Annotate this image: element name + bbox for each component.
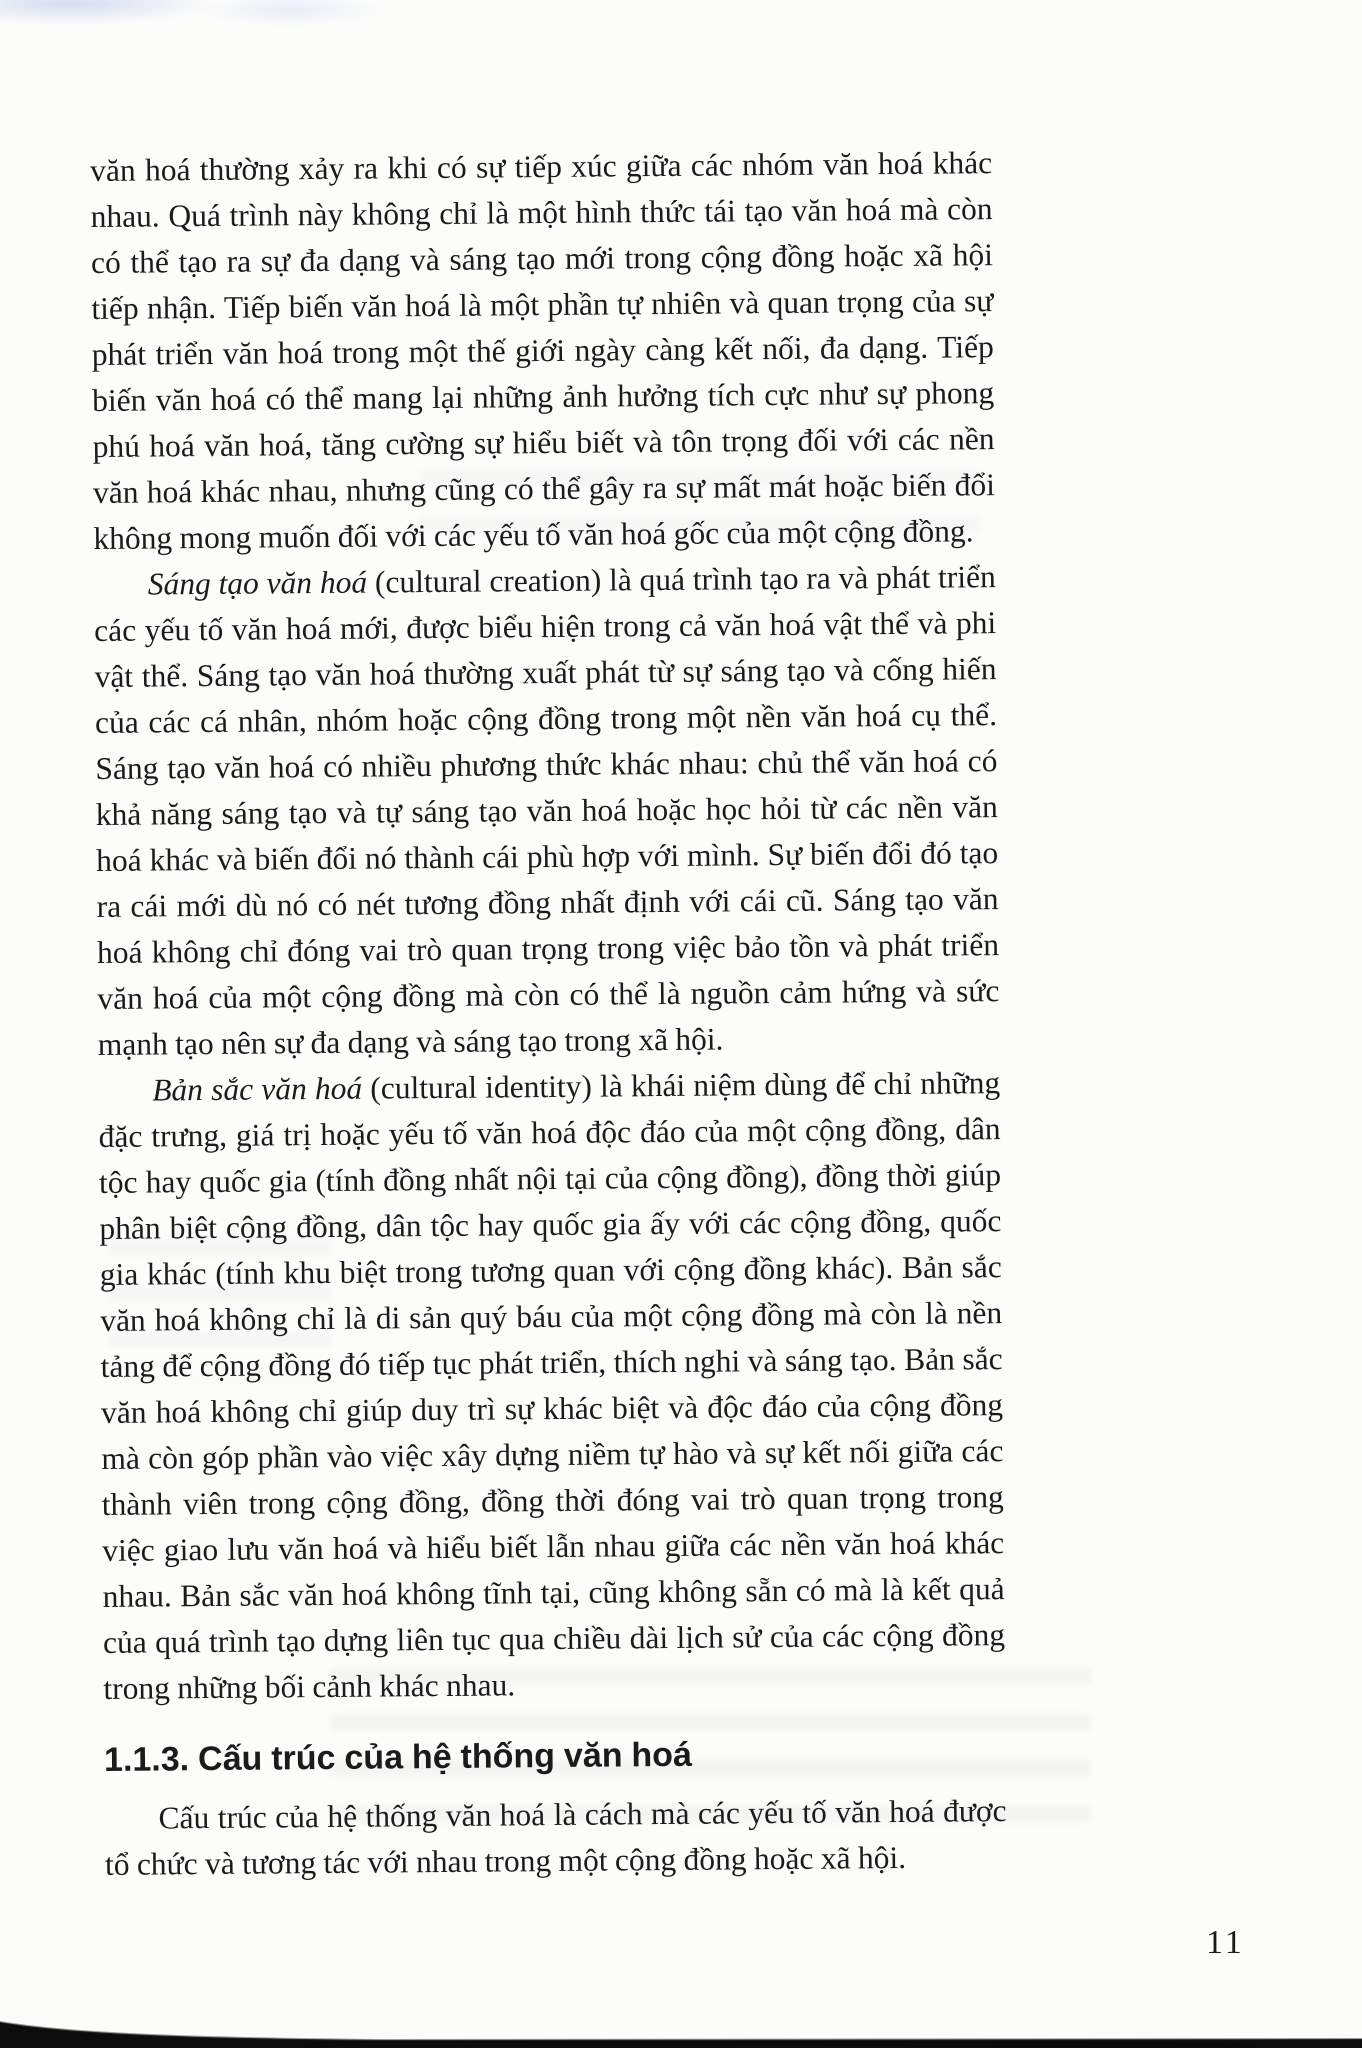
page-number: 11 bbox=[1206, 1924, 1245, 1961]
paragraph-cultural-identity bbox=[98, 1060, 1006, 1712]
page-text-block bbox=[90, 140, 1007, 1888]
scan-bottom-edge bbox=[0, 2014, 1362, 2048]
term-cultural-creation: Sáng tạo văn hoá bbox=[147, 564, 368, 602]
scan-smudge bbox=[0, 0, 460, 80]
paragraph-structure-intro: Cấu trúc của hệ thống văn hoá là cách mà các yếu tố văn hoá được tổ chức và tương tác với nhau trong một cộng đồng hoặc xã hội. bbox=[104, 1793, 1007, 1882]
paragraph-cultural-identity-text: (cultural identity) là khái niệm dùng để chỉ những đặc trưng, giá trị hoặc yếu tố văn hoá độc đáo của một cộng đồng, dân tộc hay quốc gia (tính đồng nhất nội tại của cộng đồng), đồng thời giúp phân biệt cộng đồng, dân tộc hay quốc gia ấy với các cộng đồng, quốc gia khác (tính khu biệt trong tương quan với cộng đồng khác). Bản sắc văn hoá không chỉ là di sản quý báu của một cộng đồng mà còn là nền tảng để cộng đồng đó tiếp tục phát triển, thích nghi và sáng tạo. Bản sắc văn hoá không chỉ giúp duy trì sự khác biệt và độc đáo của cộng đồng mà còn góp phần vào việc xây dựng niềm tự hào và sự kết nối giữa các thành viên trong cộng đồng, đồng thời đóng vai trò quan trọng trong việc giao lưu văn hoá và hiểu biết lẫn nhau giữa các nền văn hoá khác nhau. Bản sắc văn hoá không tĩnh tại, cũng không sẵn có mà là kết quả của quá trình tạo dựng liên tục qua chiều dài lịch sử của các cộng đồng trong những bối cảnh khác nhau. bbox=[98, 1065, 1006, 1706]
paragraph-cultural-creation bbox=[94, 554, 1000, 1068]
section-heading-1-1-3: 1.1.3. Cấu trúc của hệ thống văn hoá bbox=[103, 1735, 693, 1779]
term-cultural-identity: Bản sắc văn hoá bbox=[152, 1070, 363, 1108]
paragraph-acculturation: văn hoá thường xảy ra khi có sự tiếp xúc giữa các nhóm văn hoá khác nhau. Quá trình này không chỉ là một hình thức tái tạo văn hoá mà còn có thể tạo ra sự đa dạng và sáng tạo mới trong cộng đồng hoặc xã hội tiếp nhận. Tiếp biến văn hoá là một phần tự nhiên và quan trọng của sự phát triển văn hoá trong một thế giới ngày càng kết nối, đa dạng. Tiếp biến văn hoá có thể mang lại những ảnh hưởng tích cực như sự phong phú hoá văn hoá, tăng cường sự hiểu biết và tôn trọng đối với các nền văn hoá khác nhau, nhưng cũng có thể gây ra sự mất mát hoặc biến đổi không mong muốn đối với các yếu tố văn hoá gốc của một cộng đồng. bbox=[90, 145, 996, 556]
paragraph-cultural-creation-text: (cultural creation) là quá trình tạo ra và phát triển các yếu tố văn hoá mới, được biểu hiện trong cả văn hoá vật thể và phi vật thể. Sáng tạo văn hoá thường xuất phát từ sự sáng tạo và cống hiến của các cá nhân, nhóm hoặc cộng đồng trong một nền văn hoá cụ thể. Sáng tạo văn hoá có nhiều phương thức khác nhau: chủ thể văn hoá có khả năng sáng tạo và tự sáng tạo văn hoá hoặc học hỏi từ các nền văn hoá khác và biến đổi nó thành cái phù hợp với mình. Sự biến đổi đó tạo ra cái mới dù nó có nét tương đồng nhất định với cái cũ. Sáng tạo văn hoá không chỉ đóng vai trò quan trọng trong việc bảo tồn và phát triển văn hoá của một cộng đồng mà còn có thể là nguồn cảm hứng và sức mạnh tạo nên sự đa dạng và sáng tạo trong xã hội. bbox=[94, 559, 1000, 1062]
